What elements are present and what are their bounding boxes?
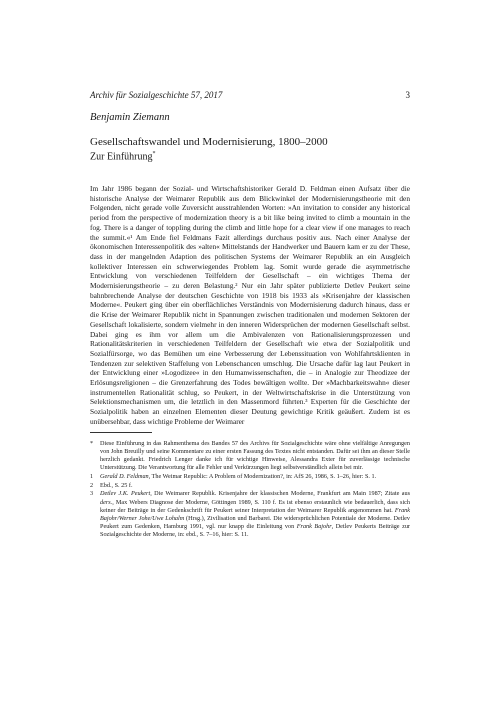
footnote-text: ders. xyxy=(100,498,113,506)
footnote-number: 2 xyxy=(90,481,94,489)
article-subtitle xyxy=(90,151,156,162)
body-paragraph: Im Jahr 1986 begann der Sozial- und Wirtschaftshistoriker Gerald D. Feldman einen Aufsatz über die historische Analyse der Weimarer Republik aus dem Blickwinkel der Modernisierungstheorie mit den Folgenden, nicht gerade volle Zuversicht ausstrahlenden Worten: »An invitation to consider any historical period from the perspective of modernization theory is a bit like being invited to climb a mountain in the fog. There is a danger of toppling during the climb and little hope for a clear view if one manages to reach the summit.«¹ Am Ende fiel Feldmans Fazit allerdings durchaus positiv aus. Nach einer Analyse der ökonomischen Interessenpolitik des »alten« Mittelstands der Handwerker und Bauern kam er zu der These, dass in der mangelnden Adaption des politischen Systems der Weimarer Republik an ein Ausgleich kollektiver Interessen ein schwerwiegendes Problem lag. Somit wurde gerade die asymmetrische Entwicklung von verschiedenen Teilfeldern der Gesellschaft – ein wichtiges Thema der Modernisierungstheorie – zu deren Belastung.² Nur ein Jahr später publizierte Detlev Peukert seine bahnbrechende Analyse der deutschen Geschichte von 1918 bis 1933 als »Krisenjahre der klassischen Moderne«. Peukert ging über ein oberflächliches Verständnis von Modernisierung dadurch hinaus, dass er die Krise der Weimarer Republik nicht in Spannungen zwischen traditionalen und modernen Sektoren der Gesellschaft lokalisierte, sondern vielmehr in den inneren Widersprüchen der modernen Gesellschaft selbst. Dabei ging es ihm vor allem um die Ambivalenzen von Rationalisierungsprozessen und Rationalitätskriterien in verschiedenen Teilfeldern der Gesellschaft wie etwa der Sozialpolitik und Sozialfürsorge, wo das Bemühen um eine Verbesserung der Lebenssituation von Wohlfahrtsklienten in Tendenzen zur selektiven Staffelung von Lebenschancen umschlug. Die Ursache dafür lag laut Peukert in der Entwicklung einer »Logodizee« in den Humanwissenschaften, die – in Analogie zur Theodizee der Erlösungsreligionen – die Grenzerfahrung des Todes bewältigen wollte. Der »Machbarkeitswahn« dieser instrumentellen Rationalität schlug, so Peukert, in der Weltwirtschaftskrise in die Unterstützung von Selektionsmechanismen um, die letztlich in den Massenmord führten.³ Experten für die Geschichte der Sozialpolitik haben an einzelnen Elementen dieser Deutung gewichtige Kritik geäußert. Zudem ist es unübersehbar, dass wichtige Probleme der Weimarer xyxy=(90,184,410,426)
journal-title: Archiv für Sozialgeschichte 57, 2017 xyxy=(90,90,223,100)
footnote-number: * xyxy=(90,440,94,447)
footnote-text: Diese Einführung in das Rahmenthema des Bandes 57 des Archivs für Sozialgeschichte wäre ohne vielfältige Anregungen von John Breuilly und seine Kommentare zu einer ersten Fassung des Textes nicht entstanden. Dafür sei ihm an dieser Stelle herzlich gedankt. Friedrich Lenger danke ich für wichtige Hinweise, Alessandra Exter für zuverlässige technische Unterstützung. Die Verantwortung für alle Fehler und Verkürzungen liegt selbstverständlich allein bei mir. xyxy=(100,440,410,472)
subtitle-text: Zur Einführung xyxy=(90,151,153,163)
footnote xyxy=(90,490,410,539)
footnote-text: Frank Bajohr/Werner Johe/Uwe Lohalm xyxy=(100,506,410,522)
footnote xyxy=(90,440,410,473)
footnote xyxy=(90,482,410,490)
footnote-text: Ebd., S. 25 f. xyxy=(100,481,133,489)
footnote-text: Detlev J.K. Peukert xyxy=(100,490,151,498)
footnotes xyxy=(90,440,410,540)
subtitle-footnote-mark: * xyxy=(152,151,156,157)
footnote-text: Gerald D. Feldman xyxy=(100,473,149,481)
footnote-text: , The Weimar Republic: A Problem of Modernization?, in: AfS 26, 1986, S. 1–26, hier: S. 1. xyxy=(148,473,377,481)
footnote-number: 3 xyxy=(90,490,94,498)
body-text xyxy=(90,184,410,427)
footnote-text: , Max Webers Diagnose der Moderne, Göttingen 1989, S. 110 f. Es ist ebenso erstaunlich wie bedauerlich, dass sich keiner der Beiträge in der Gedenkschrift für Peukert seiner Interpretation der Weimarer Republik angenommen hat. xyxy=(100,498,410,514)
footnote-text: , Die Weimarer Republik. Krisenjahre der klassischen Moderne, Frankfurt am Main 1987; Zitate aus xyxy=(150,490,410,498)
footnote-text: (Hrsg.), Zivilisation und Barbarei. Die widersprüchlichen Potentiale der Moderne. Detlev Peukert zum Gedenken, Hamburg 1991, vgl. nur knapp die Einleitung von xyxy=(100,514,411,531)
footnote-text: Frank Bajohr xyxy=(296,523,332,531)
article-title: Gesellschaftswandel und Modernisierung, 1800–2000 xyxy=(90,136,328,148)
article-author: Benjamin Ziemann xyxy=(90,112,170,123)
page-number: 3 xyxy=(405,90,410,100)
footnote-rule xyxy=(90,432,152,433)
running-header xyxy=(90,90,410,100)
footnote xyxy=(90,473,410,481)
footnote-text: , Detlev Peukerts Beiträge zur Sozialgeschichte der Moderne, in: ebd., S. 7–16, hier: S. 11. xyxy=(100,523,410,539)
footnote-number: 1 xyxy=(90,473,94,481)
